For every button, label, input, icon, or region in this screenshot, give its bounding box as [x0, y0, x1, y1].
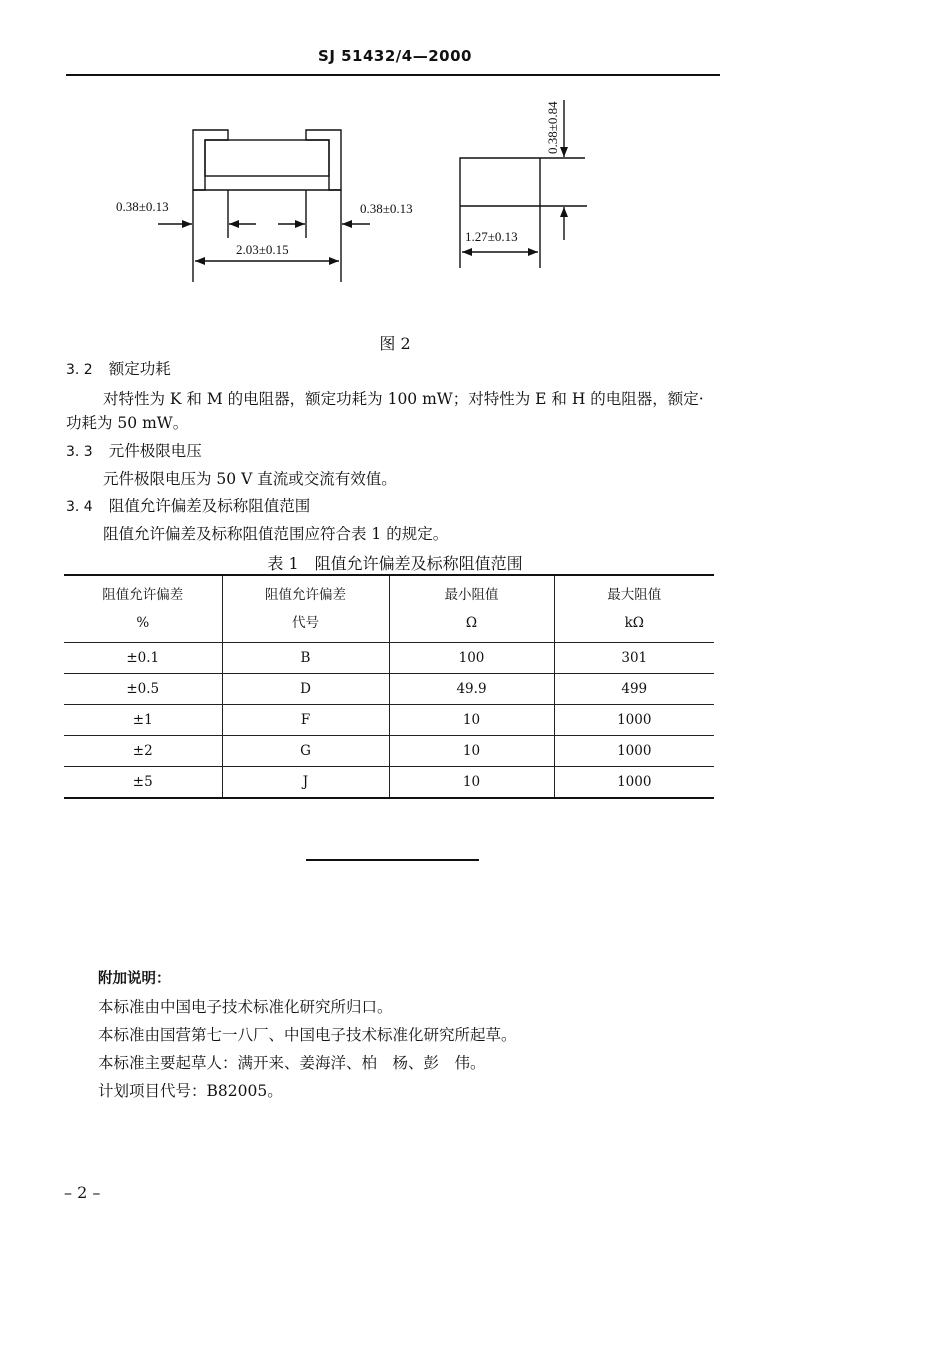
table-row: [64, 643, 714, 674]
cell-max: 301: [554, 643, 714, 674]
dim-land-height: 0.38±0.84: [545, 101, 560, 154]
right-termination: [306, 130, 341, 190]
cell-tolerance: ±2: [132, 743, 153, 759]
header-rule: [66, 74, 720, 76]
page-number: – 2 –: [64, 1183, 101, 1202]
header-max-resistance: 最大阻值 kΩ: [554, 575, 714, 643]
cell-min: 10: [389, 767, 554, 799]
section-title: 阻值允许偏差及标称阻值范围: [108, 497, 311, 515]
section-3-2-line-2: 功耗为 50 mW。: [66, 414, 189, 432]
section-number: 3. 4: [66, 499, 93, 515]
cell-code: G: [222, 736, 389, 767]
table-1-caption: 表 1 阻值允许偏差及标称阻值范围: [267, 554, 523, 573]
dim-right-pad: 0.38±0.13: [360, 201, 413, 216]
cell-code: B: [222, 643, 389, 674]
section-title: 额定功耗: [108, 360, 171, 378]
cell-min: 100: [389, 643, 554, 674]
note-line-3: 本标准主要起草人：满开来、姜海洋、柏 杨、彭 伟。: [98, 1054, 486, 1072]
table-row: [64, 705, 714, 736]
section-number: 3. 2: [66, 362, 93, 378]
cell-tolerance: ±0.5: [126, 681, 160, 697]
section-3-4-heading: [66, 494, 310, 516]
end-of-text-rule: [306, 859, 479, 861]
table-row: [64, 736, 714, 767]
figure-caption: 图 2: [379, 334, 411, 353]
cell-code: F: [222, 705, 389, 736]
section-title: 元件极限电压: [108, 442, 202, 460]
header-tolerance-code: 阻值允许偏差 代号: [222, 575, 389, 643]
cell-tolerance: ±5: [132, 774, 153, 790]
section-3-3-line-1: 元件极限电压为 50 V 直流或交流有效值。: [103, 470, 397, 488]
cell-min: 49.9: [389, 674, 554, 705]
standard-number-header: SJ 51432/4—2000: [318, 47, 472, 65]
section-number: 3. 3: [66, 444, 93, 460]
cell-code: D: [222, 674, 389, 705]
cell-tolerance: ±1: [132, 712, 153, 728]
cell-min: 10: [389, 705, 554, 736]
cell-max: 1000: [554, 767, 714, 799]
cell-tolerance: ±0.1: [126, 650, 160, 666]
dim-left-pad: 0.38±0.13: [116, 199, 169, 214]
cell-max: 1000: [554, 736, 714, 767]
table-header-row: [64, 575, 714, 643]
note-line-1: 本标准由中国电子技术标准化研究所归口。: [98, 998, 393, 1016]
notes-title: 附加说明：: [98, 971, 171, 987]
resistor-body: [205, 140, 329, 176]
header-min-resistance: 最小阻值 Ω: [389, 575, 554, 643]
cell-min: 10: [389, 736, 554, 767]
header-tolerance: 阻值允许偏差 %: [102, 587, 184, 631]
table-row: [64, 767, 714, 799]
table-row: [64, 674, 714, 705]
section-3-4-line-1: 阻值允许偏差及标称阻值范围应符合表 1 的规定。: [103, 525, 449, 543]
figure-2-drawing: [0, 80, 760, 330]
cell-max: 1000: [554, 705, 714, 736]
dim-length: 2.03±0.15: [236, 242, 289, 257]
left-termination: [193, 130, 228, 190]
section-3-3-heading: [66, 439, 202, 461]
table-1: [64, 574, 714, 799]
note-line-4: 计划项目代号：B82005。: [98, 1082, 283, 1100]
cell-code: J: [222, 767, 389, 799]
cell-max: 499: [554, 674, 714, 705]
note-line-2: 本标准由国营第七一八厂、中国电子技术标准化研究所起草。: [98, 1026, 517, 1044]
dim-land-width: 1.27±0.13: [465, 229, 518, 244]
section-3-2-heading: [66, 357, 171, 379]
section-3-2-line-1: 对特性为 K 和 M 的电阻器，额定功耗为 100 mW；对特性为 E 和 H 的电阻器，额定·: [103, 390, 704, 408]
